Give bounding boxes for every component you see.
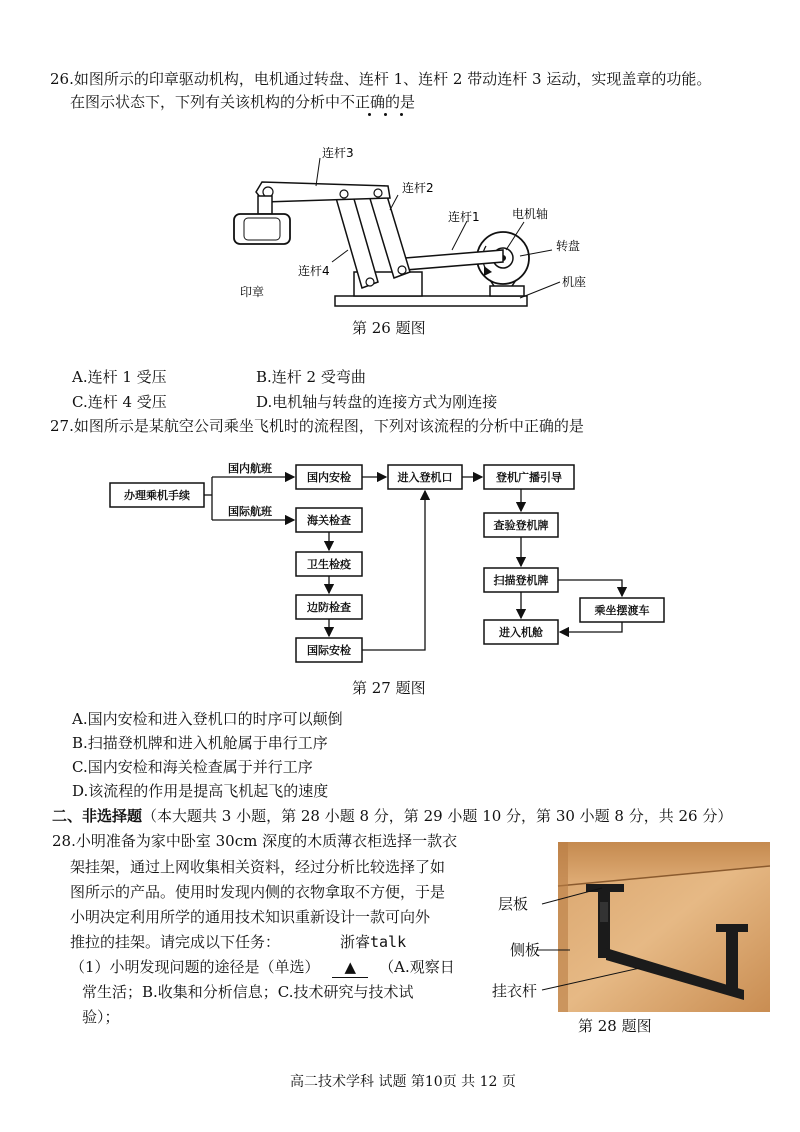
stamp-mechanism-figure [0,0,800,340]
q28-sub1-d: 验）； [82,1008,120,1026]
q26-stem-line1: 26.如图所示的印章驱动机构，电机通过转盘、连杆 1、连杆 2 带动连杆 3 运动，实现盖章的功能。 [50,70,712,88]
flow-domestic-security: 国内安检 [307,471,351,484]
q26-option-c: C.连杆 4 受压 [72,393,167,411]
q28-sub1-line1 [70,957,455,978]
right-support [490,286,524,296]
q28-line5: 推拉的挂架。请完成以下任务： [70,933,281,951]
q28-line2: 架挂架，通过上网收集相关资料，经过分析比较选择了如 [70,858,446,876]
rod-2 [368,186,410,278]
q27-option-b: B.扫描登机牌和进入机舱属于串行工序 [72,734,328,752]
q26-option-d: D.电机轴与转盘的连接方式为刚连接 [256,393,498,411]
q27-stem: 27.如图所示是某航空公司乘坐飞机时的流程图，下列对该流程的分析中正确的是 [50,417,584,435]
q28-line3: 图所示的产品。使用时发现内侧的衣物拿取不方便，于是 [70,883,446,901]
label-turntable: 转盘 [556,239,581,253]
flow-scan-pass: 扫描登机牌 [493,574,549,587]
section-2-desc: （本大题共 3 小题，第 28 小题 8 分，第 29 小题 10 分，第 30 小题 8 分，共 26 分） [142,807,733,825]
page-footer: 高二技术学科 试题 第10页 共 12 页 [290,1074,516,1090]
label-shelf: 层板 [498,895,529,913]
q28-line4: 小明决定利用所学的通用技术知识重新设计一款可向外 [70,908,431,926]
flow-intl-security: 国际安检 [307,644,351,657]
label-rod1: 连杆1 [448,210,480,224]
flow-customs: 海关检查 [307,514,351,527]
flow-quarantine: 卫生检疫 [307,558,351,571]
q28-line1: 28.小明准备为家中卧室 30cm 深度的木质薄衣柜选择一款衣 [52,832,458,850]
flow-broadcast: 登机广播引导 [496,471,562,484]
machine-base [335,296,527,306]
watermark: 浙睿talk [340,933,407,951]
flow-shuttle: 乘坐摆渡车 [594,604,650,617]
q28-sub1-a: （1）小明发现问题的途径是（单选） [70,958,320,976]
flow-checkin: 办理乘机手续 [124,489,190,502]
figure-27-caption: 第 27 题图 [352,679,426,697]
q27-option-c: C.国内安检和海关检查属于并行工序 [72,758,313,776]
stamp-holder [258,196,272,214]
q26-option-b: B.连杆 2 受弯曲 [256,368,366,386]
q27-option-d: D.该流程的作用是提高飞机起飞的速度 [72,782,329,800]
answer-blank: ▲ [332,957,368,978]
label-rod3: 连杆3 [322,146,354,160]
label-rod2: 连杆2 [402,181,434,195]
label-rod4: 连杆4 [298,264,330,278]
flow-border: 边防检查 [307,601,351,614]
q27-option-a: A.国内安检和进入登机口的时序可以颠倒 [72,710,343,728]
label-hanging-rod: 挂衣杆 [492,982,538,1000]
section-2-heading [52,806,732,826]
section-2-title: 二、非选择题 [52,807,143,825]
flow-check-pass: 查验登机牌 [493,519,549,532]
label-stamp: 印章 [240,285,265,299]
q28-sub1-c: 常生活；B.收集和分析信息；C.技术研究与技术试 [82,983,414,1001]
q28-sub1-b: （A.观察日 [379,958,455,976]
rod-3 [256,182,390,202]
figure-26-caption: 第 26 题图 [352,319,426,337]
q26-option-a: A.连杆 1 受压 [72,368,167,386]
flow-international-label: 国际航班 [228,505,272,518]
label-side-panel: 侧板 [510,941,541,959]
figure-28-caption: 第 28 题图 [578,1017,652,1035]
flow-enter-cabin: 进入机舱 [499,626,543,639]
flow-domestic-label: 国内航班 [228,462,272,475]
label-base: 机座 [562,275,587,289]
q26-stem-line2: 在图示状态下，下列有关该机构的分析中不正确的是 [70,93,416,111]
boarding-flowchart [0,440,800,670]
flow-boarding-gate: 进入登机口 [397,471,453,484]
label-motor-shaft: 电机轴 [512,207,549,221]
